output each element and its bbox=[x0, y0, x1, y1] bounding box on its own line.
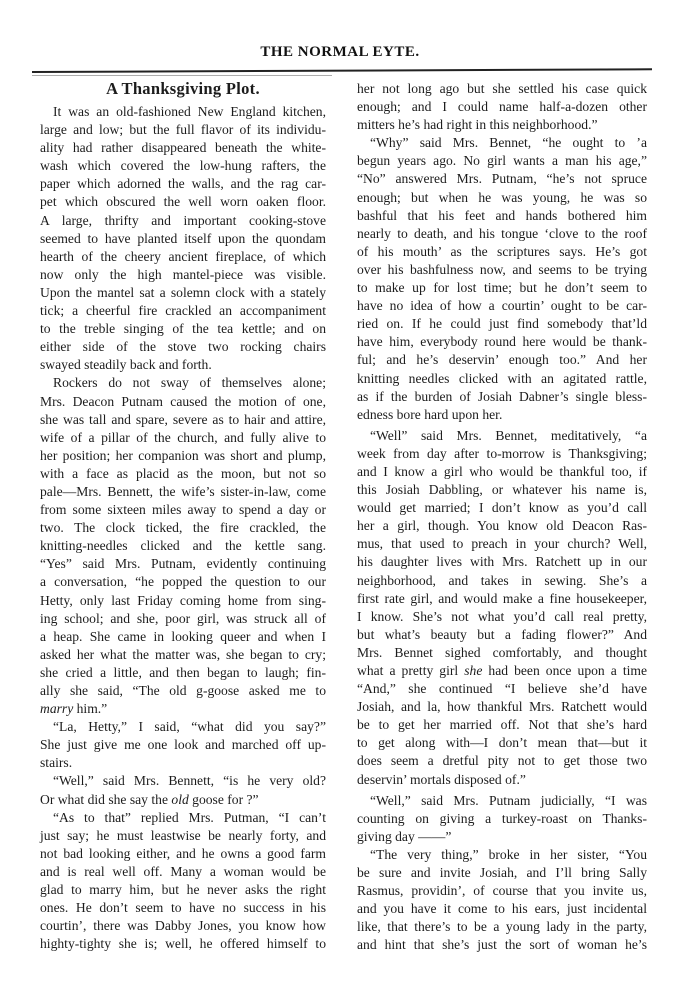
text-line: have no idea of how a courtin’ ought to be car- bbox=[357, 298, 647, 314]
text-line: asked her what the matter was, she began to cry; bbox=[40, 646, 326, 662]
text-line: ally she said, “The old g-goose asked me to bbox=[40, 683, 326, 698]
masthead: THE NORMAL EYTE. bbox=[260, 44, 420, 60]
text-line: of his mouth’ as the scriptures says. He’s got bbox=[357, 243, 647, 259]
text-line: be to get her married off. Not that she’s hard bbox=[357, 717, 647, 733]
text-line: over his bashfulness now, and seems to be trying bbox=[357, 261, 647, 277]
text-line: and you have it come to his ears, just incidental bbox=[357, 901, 647, 917]
text-line: just say; he must leastwise be nearly forty, and bbox=[40, 827, 326, 843]
text-line: Or what did she say the old goose for ?” bbox=[40, 791, 259, 807]
text-line: a heap. She came in looking queer and when I bbox=[40, 628, 326, 644]
text-line: wash which covered the low-hung rafters, the bbox=[40, 158, 326, 174]
text-line: his daughter lives with Mrs. Ratchett up in our bbox=[357, 554, 647, 570]
text-line: her not long ago but she settled his case quick bbox=[357, 81, 647, 96]
text-line: what a pretty girl she had been once upon a time bbox=[357, 663, 647, 678]
text-line: hearth of the cheery ancient fireplace, of which bbox=[40, 248, 326, 264]
text-line: Mrs. Deacon Putnam caused the motion of one, bbox=[40, 393, 326, 409]
text-line: like, that there’s to be a young lady in the party, bbox=[357, 919, 647, 935]
text-line: two. The clock ticked, the fire crackled, the bbox=[40, 520, 326, 536]
text-line: “And,” she continued “I believe she’d have bbox=[357, 681, 647, 697]
text-line: glad to marry him, but he never asks the right bbox=[40, 882, 326, 898]
text-line: “Yes” said Mrs. Putnam, evidently continuing bbox=[40, 556, 326, 572]
text-line: “Why” said Mrs. Bennet, “he ought to ’a bbox=[370, 135, 647, 151]
text-line: knitting needles clicked with an agitated rattle, bbox=[357, 370, 647, 386]
text-line: be sure and invite Josiah, and I’ll bring Sally bbox=[357, 865, 647, 881]
text-line: “The very thing,” broke in her sister, “You bbox=[370, 846, 647, 862]
text-line: “No” answered Mrs. Putnam, “he’s not spruce bbox=[357, 171, 647, 187]
text-line: highty-tighty she is; well, he offered himself to bbox=[40, 936, 326, 952]
left-column-text bbox=[40, 103, 326, 953]
text-line: her position; her companion was short and plump, bbox=[40, 447, 326, 463]
text-line: pet which obscured the well worn oaken floor. bbox=[40, 194, 326, 210]
text-line: swayed steadily back and forth. bbox=[40, 357, 212, 373]
header-rule-shadow bbox=[32, 75, 332, 76]
text-line: large and low; but the full flavor of its individu- bbox=[40, 122, 326, 138]
text-line: edness bore hard upon her. bbox=[357, 406, 503, 422]
text-line: ing school; and she, poor girl, was struck all of bbox=[40, 610, 326, 626]
text-line: marry him.” bbox=[40, 701, 108, 717]
text-line: nearly to death, and his tongue ‘clove to the roof bbox=[357, 225, 647, 241]
text-line: counting on giving a turkey-roast on Thanks- bbox=[357, 810, 647, 826]
text-line: “As to that” replied Mrs. Putman, “I can’t bbox=[53, 809, 326, 825]
text-line: to the treble singing of the tea kettle; and on bbox=[40, 321, 326, 337]
text-line: pale—Mrs. Bennett, the wife’s sister-in-law, come bbox=[40, 483, 326, 499]
text-line: deservin’ mortals disposed of.” bbox=[357, 771, 526, 787]
text-line: A large, thrifty and important cooking-stove bbox=[40, 212, 326, 228]
text-line: either side of the stove two rocking chairs bbox=[40, 339, 326, 355]
text-line: ried on. If he could just find somebody that’ld bbox=[357, 316, 647, 332]
text-line: neighborhood, and takes in sewing. She’s a bbox=[357, 572, 647, 588]
text-line: and I know a girl who would be thankful too, if bbox=[357, 463, 647, 479]
text-line: ones. He don’t seem to have no success in his bbox=[40, 900, 326, 916]
text-line: she was tall and spare, severe as to hair and attire, bbox=[40, 411, 326, 427]
text-line: mus, that used to preach in your church? Well, bbox=[357, 536, 647, 552]
header-rule bbox=[32, 68, 652, 73]
text-line: this Josiah Dabbling, or whatever his name is, bbox=[357, 482, 647, 498]
text-line: week from day after to-morrow is Thanksgiving; bbox=[357, 445, 647, 461]
text-line: a conversation, “he popped the question to our bbox=[40, 574, 326, 590]
text-line: giving day ——” bbox=[357, 828, 452, 844]
text-line: enough; and I could name half-a-dozen other bbox=[357, 99, 647, 115]
text-line: now only the high mantel-piece was visible. bbox=[40, 266, 326, 282]
text-line: and is real well off. Many a woman would be bbox=[40, 863, 326, 879]
text-line: stairs. bbox=[40, 755, 73, 771]
text-line: would get married; I don’t know as you’d call bbox=[357, 500, 647, 516]
text-line: first rate girl, and would make a fine housekeeper, bbox=[357, 590, 647, 606]
text-line: Upon the mantel sat a solemn clock with a stately bbox=[40, 284, 326, 300]
text-line: with a face as placid as the moon, but not so bbox=[40, 465, 326, 481]
text-line: from some sixteen miles away to spend a day or bbox=[40, 502, 326, 518]
text-line: Rockers do not sway of themselves alone; bbox=[53, 375, 326, 391]
text-line: ality had rather disappeared beneath the white- bbox=[40, 140, 326, 156]
text-line: “Well,” said Mrs. Putnam judicially, “I was bbox=[370, 792, 647, 808]
text-line: wife of a pillar of the church, and fully alive to bbox=[40, 429, 326, 445]
text-line: It was an old-fashioned New England kitchen, bbox=[53, 104, 326, 119]
article-title: A Thanksgiving Plot. bbox=[106, 79, 260, 98]
text-line: have him, everybody round here would be thank- bbox=[357, 334, 647, 350]
text-line: Rasmus, providin’, of course that you invite us, bbox=[357, 883, 647, 899]
text-line: “Well” said Mrs. Bennet, meditatively, “a bbox=[370, 427, 647, 443]
text-line: She just give me one look and marched off up- bbox=[40, 737, 326, 753]
text-line: and hint that she’s just the sort of woman he’s bbox=[357, 937, 647, 953]
text-line: does seem a dretful pity not to get those two bbox=[357, 753, 647, 769]
text-line: she cried a little, and then began to laugh; fin- bbox=[40, 664, 326, 680]
text-line: mitters he’s had right in this neighborhood.” bbox=[357, 117, 598, 133]
text-line: paper which adorned the walls, and the rag car- bbox=[40, 176, 326, 192]
text-line: ful; and he’s deservin’ enough too.” And her bbox=[357, 352, 647, 368]
text-line: “La, Hetty,” I said, “what did you say?” bbox=[53, 719, 326, 735]
text-line: bashful that his feet and hands bothered him bbox=[357, 207, 647, 223]
text-line: to make up for lost time; but he don’t seem to bbox=[357, 280, 647, 296]
text-line: her a girl, though. You know old Deacon Ras- bbox=[357, 518, 647, 534]
right-column bbox=[357, 80, 647, 955]
text-line: as if the burden of Josiah Dabner’s single bless- bbox=[357, 388, 647, 404]
right-column-text bbox=[357, 80, 647, 955]
text-line: “Well,” said Mrs. Bennett, “is he very old? bbox=[53, 773, 326, 789]
text-line: I know. She’s not what you’d call real pretty, bbox=[357, 608, 647, 624]
text-line: Josiah, and la, how thankful Mrs. Ratchett would bbox=[357, 699, 647, 715]
text-line: knitting-needles clicked and the kettle sang. bbox=[40, 538, 326, 554]
text-line: not bad looking either, and he owns a good farm bbox=[40, 845, 326, 861]
text-line: Hetty, only last Friday coming home from sing- bbox=[40, 592, 326, 608]
text-line: enough; but when he was young, he was so bbox=[357, 189, 647, 205]
text-line: seemed to have planted itself upon the quondam bbox=[40, 230, 326, 246]
text-line: begun years ago. No girl wants a man his age,” bbox=[357, 153, 647, 169]
text-line: but what’s beauty but a fading flower?” And bbox=[357, 626, 647, 642]
left-column bbox=[40, 79, 326, 953]
text-line: Mrs. Bennet sighed comfortably, and thought bbox=[357, 644, 647, 660]
text-line: courtin’, there was Dabby Jones, you know how bbox=[40, 918, 326, 934]
text-line: to get along with—I don’t mean that—but it bbox=[357, 735, 647, 751]
text-line: tick; a cheerful fire crackled an accompaniment bbox=[40, 303, 326, 319]
